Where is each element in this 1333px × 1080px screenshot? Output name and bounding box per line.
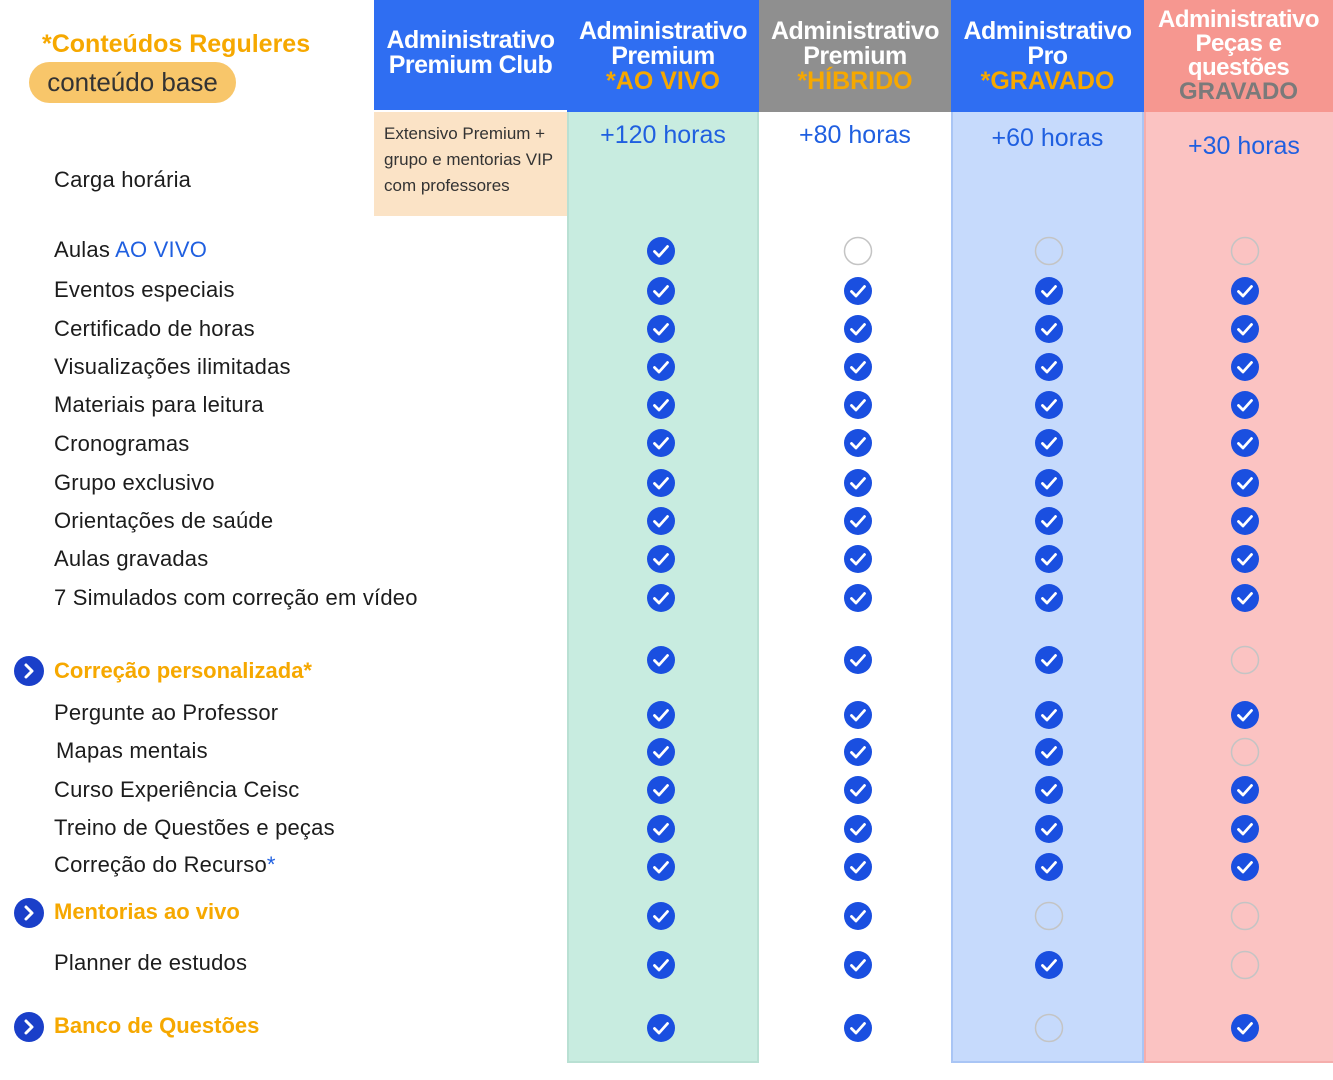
check-icon: [646, 901, 676, 931]
check-icon: [1034, 352, 1064, 382]
plan-name-line1: Administrativo: [386, 26, 555, 54]
empty-circle-icon: [1230, 901, 1260, 931]
row-label-treino: Treino de Questões e peças: [54, 815, 335, 840]
check-icon: [1034, 645, 1064, 675]
row-label-accent: *: [266, 852, 276, 877]
row-label-pergunte: Pergunte ao Professor: [54, 700, 279, 725]
check-icon: [843, 901, 873, 931]
check-icon: [843, 737, 873, 767]
plan-name-line2: Peças e: [1195, 30, 1282, 57]
regular-contents-title: *Conteúdos Reguleres: [42, 30, 311, 58]
plan-tag: *GRAVADO: [980, 66, 1115, 95]
plan-name-line3: questões: [1187, 54, 1290, 81]
check-icon: [646, 506, 676, 536]
plan-tag: *HÍBRIDO: [797, 66, 913, 95]
empty-circle-icon: [1230, 645, 1260, 675]
check-icon: [646, 645, 676, 675]
row-label-simulados: 7 Simulados com correção em vídeo: [54, 585, 418, 610]
header-premium-club: [374, 0, 567, 110]
check-icon: [1034, 544, 1064, 574]
check-icon: [843, 468, 873, 498]
check-icon: [1230, 352, 1260, 382]
check-icon: [646, 950, 676, 980]
row-label-carga-horaria: Carga horária: [54, 167, 192, 192]
plan-name-line1: Administrativo: [963, 16, 1132, 45]
row-label-materiais: Materiais para leitura: [54, 392, 264, 417]
check-icon: [1034, 468, 1064, 498]
check-icon: [1230, 314, 1260, 344]
check-icon: [843, 352, 873, 382]
check-icon: [646, 390, 676, 420]
plan-name-line2: Pro: [1027, 41, 1068, 70]
header-pecas-questoes: [1144, 0, 1333, 112]
check-icon: [1034, 428, 1064, 458]
check-icon: [1034, 583, 1064, 613]
check-icon: [843, 276, 873, 306]
check-icon: [1230, 276, 1260, 306]
hours-premium: +120 horas: [600, 121, 726, 149]
check-icon: [843, 544, 873, 574]
empty-circle-icon: [1034, 901, 1064, 931]
check-icon: [1230, 506, 1260, 536]
check-icon: [646, 428, 676, 458]
check-icon: [1034, 775, 1064, 805]
check-icon: [1034, 276, 1064, 306]
row-label-grupo: Grupo exclusivo: [54, 470, 215, 495]
hours-pro: +60 horas: [991, 124, 1104, 152]
row-label-aulas-ao-vivo: Aulas AO VIVO: [54, 237, 208, 262]
plan-name-line1: Administrativo: [770, 16, 940, 45]
empty-circle-icon: [843, 236, 873, 266]
check-icon: [1034, 390, 1064, 420]
check-icon: [843, 314, 873, 344]
empty-circle-icon: [1230, 737, 1260, 767]
header-pro-gravado: [951, 0, 1144, 112]
check-icon: [1230, 814, 1260, 844]
plan-name-line1: Administrativo: [1157, 6, 1320, 33]
chevron-right-icon: [14, 1012, 44, 1042]
row-label-mapas: Mapas mentais: [56, 738, 208, 763]
check-icon: [843, 1013, 873, 1043]
empty-circle-icon: [1230, 950, 1260, 980]
check-icon: [1230, 390, 1260, 420]
check-icon: [646, 852, 676, 882]
check-icon: [843, 700, 873, 730]
check-icon: [646, 814, 676, 844]
row-label-accent: AO VIVO: [115, 237, 208, 262]
check-icon: [1230, 583, 1260, 613]
plan-tag: *AO VIVO: [606, 66, 720, 95]
section-mentorias: Mentorias ao vivo: [54, 899, 240, 924]
plan-name-line2: Premium: [611, 41, 715, 70]
check-icon: [1034, 852, 1064, 882]
empty-circle-icon: [1034, 1013, 1064, 1043]
check-icon: [843, 950, 873, 980]
empty-circle-icon: [1034, 236, 1064, 266]
check-icon: [1230, 428, 1260, 458]
hours-pecas: +30 horas: [1188, 132, 1300, 160]
check-icon: [843, 506, 873, 536]
row-label-aulas-gravadas: Aulas gravadas: [54, 546, 209, 571]
section-banco-questoes: Banco de Questões: [54, 1013, 260, 1038]
check-icon: [1034, 814, 1064, 844]
plan-tag: GRAVADO: [1178, 78, 1299, 105]
row-label-visualizacoes: Visualizações ilimitadas: [54, 354, 291, 379]
check-icon: [1034, 950, 1064, 980]
check-icon: [843, 814, 873, 844]
check-icon: [646, 544, 676, 574]
check-icon: [646, 468, 676, 498]
chevron-right-icon: [14, 656, 44, 686]
empty-circle-icon: [1230, 236, 1260, 266]
row-label-correcao-recurso: Correção do Recurso*: [54, 852, 276, 877]
check-icon: [1230, 852, 1260, 882]
hours-hibrido: +80 horas: [799, 121, 911, 149]
check-icon: [646, 737, 676, 767]
check-icon: [646, 700, 676, 730]
check-icon: [1034, 506, 1064, 536]
chevron-right-icon: [14, 898, 44, 928]
check-icon: [646, 583, 676, 613]
check-icon: [646, 1013, 676, 1043]
check-icon: [843, 645, 873, 675]
header-premium-ao-vivo: [567, 0, 759, 112]
check-icon: [646, 276, 676, 306]
check-icon: [843, 428, 873, 458]
base-content-pill: conteúdo base: [29, 62, 236, 103]
premium-club-description: Extensivo Premium + grupo e mentorias VIP com professores: [384, 124, 553, 195]
plan-name-line1: Administrativo: [578, 16, 748, 45]
row-label-orientacoes: Orientações de saúde: [54, 508, 274, 533]
check-icon: [646, 314, 676, 344]
check-icon: [646, 236, 676, 266]
check-icon: [1034, 314, 1064, 344]
check-icon: [646, 775, 676, 805]
plan-name-line2: Premium: [803, 41, 907, 70]
check-icon: [1230, 1013, 1260, 1043]
row-label-certificado: Certificado de horas: [54, 316, 255, 341]
row-label-curso-experiencia: Curso Experiência Ceisc: [54, 777, 300, 802]
check-icon: [843, 390, 873, 420]
check-icon: [843, 583, 873, 613]
check-icon: [1034, 737, 1064, 767]
row-label-cronogramas: Cronogramas: [54, 431, 190, 456]
plan-name-line2: Premium Club: [388, 51, 553, 79]
header-premium-hibrido: [759, 0, 951, 112]
check-icon: [1230, 544, 1260, 574]
check-icon: [646, 352, 676, 382]
check-icon: [1230, 700, 1260, 730]
check-icon: [1230, 775, 1260, 805]
check-icon: [1230, 468, 1260, 498]
check-icon: [1034, 700, 1064, 730]
row-label-planner: Planner de estudos: [54, 950, 248, 975]
row-label-eventos: Eventos especiais: [54, 277, 235, 302]
check-icon: [843, 775, 873, 805]
section-correcao-personalizada: Correção personalizada*: [54, 658, 312, 683]
check-icon: [843, 852, 873, 882]
